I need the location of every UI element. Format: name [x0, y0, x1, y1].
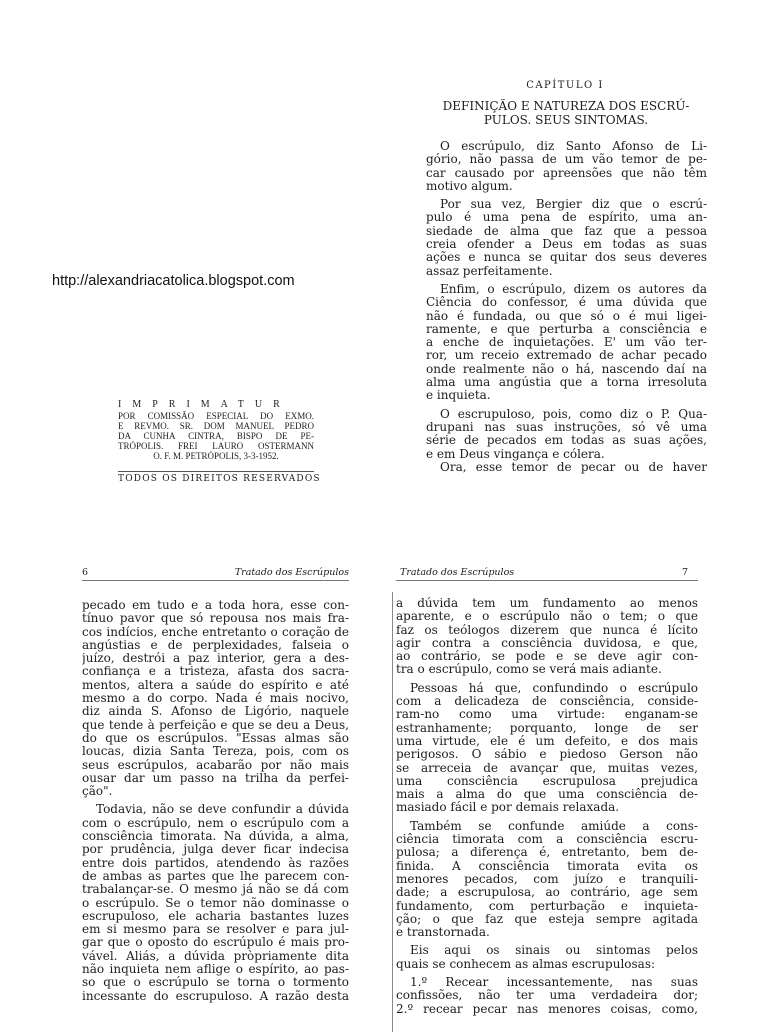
text-line: loucas, dizia Santa Tereza, pois, com os: [82, 745, 349, 759]
text-line: e em Deus vingança e cólera.: [426, 447, 605, 461]
text-line: Ciência do confessor, é uma dúvida que: [426, 296, 707, 310]
text-line: mesmo a do corpo. Nada é mais nocivo,: [82, 692, 349, 706]
text-line: Por sua vez, Bergier diz que o escrú-: [440, 198, 707, 212]
text-line: onde realmente não o há, nascendo daí na: [426, 362, 707, 376]
text-line: perigosos. O sábio e piedoso Gerson não: [396, 748, 698, 762]
text-line: se arreceia de avançar que, muitas vezes,: [396, 761, 698, 775]
imprimatur-block: [118, 400, 314, 461]
text-line: motivo algum.: [426, 179, 513, 193]
text-line: pecado em tudo e a toda hora, esse con-: [82, 599, 349, 612]
text-line: ramente, e que perturba a consciência e: [426, 322, 707, 336]
text-line: uma virtude, ele é um defeito, e dos mais: [396, 734, 698, 748]
text-line: pulosa; a diferença é, entretanto, bem de-: [396, 846, 698, 860]
chapter-label: CAPÍTULO I: [526, 80, 604, 91]
running-title: Tratado dos Escrúpulos: [234, 567, 349, 578]
text-line: ror, um receio extremado de achar pecado: [426, 349, 707, 363]
text-line: angústias e de perplexidades, falseia o: [82, 638, 349, 652]
text-line: vável. Aliás, a dúvida pròpriamente dita: [82, 949, 349, 963]
text-line: fundamento, com perturbação e inquieta-: [396, 899, 698, 913]
rights-notice: TODOS OS DIREITOS RESERVADOS: [118, 471, 314, 484]
text-line: ram-no como uma virtude: enganam-se: [396, 708, 698, 722]
text-line: O escrúpulo, diz Santo Afonso de Li-: [440, 140, 707, 153]
text-line: diz ainda S. Afonso de Ligório, naquele: [82, 705, 349, 719]
text-line: Também se confunde amiúde a cons-: [410, 819, 698, 833]
text-line: dade; a escrupulosa, ao contrário, age sem: [396, 886, 698, 900]
imprimatur-line: E REVMO. SR. DOM MANUEL PEDRO: [118, 421, 314, 431]
right-page-body-text: [396, 597, 698, 1016]
text-line: mentos, altera a saúde do espírito e até: [82, 678, 349, 692]
text-line: a enche de inquietações. E' um vão ter-: [426, 336, 707, 350]
text-line: car causado por apreensões que não têm: [426, 166, 707, 180]
text-line: finida. A consciência timorata evita os: [396, 859, 698, 873]
text-line: 1.º Recear incessantemente, nas suas: [410, 976, 698, 990]
text-line: Enfim, o escrúpulo, dizem os autores da: [440, 282, 707, 296]
text-line: quais se conhecem as almas escrupulosas:: [396, 957, 656, 971]
text-line: O escrupuloso, pois, como diz o P. Qua-: [440, 407, 707, 421]
text-line: so que o escrúpulo se torna o tormento: [82, 976, 349, 990]
text-line: do que os escrúpulos. "Essas almas são: [82, 731, 349, 745]
text-line: ao contrário, se pode e se deve agir con-: [396, 650, 698, 664]
text-line: menores pecados, com juízo e tranquili-: [396, 872, 698, 886]
text-line: série de pecados em todas as suas ações,: [426, 434, 707, 448]
chapter-title-line: DEFINIÇÃO E NATUREZA DOS ESCRÚ-: [442, 99, 690, 113]
text-line: incessante do escrupuloso. A razão desta: [82, 989, 349, 1003]
text-line: gório, não passa de um vão temor de pe-: [426, 153, 707, 167]
text-line: com a delicadeza de consciência, conside-: [396, 695, 698, 709]
text-line: drupani nas suas instruções, só vê uma: [426, 420, 707, 434]
text-line: uma consciência escrupulosa prejudica: [396, 774, 698, 788]
text-line: ção; o que faz que esteja sempre agitada: [396, 912, 698, 926]
text-line: ção".: [82, 785, 113, 799]
text-line: não inquieta nem aflige o espírito, ao pas-: [82, 963, 349, 977]
text-line: Ora, esse temor de pecar ou de haver: [440, 460, 707, 474]
text-line: consciência timorata. Na dúvida, a alma,: [82, 830, 349, 844]
blog-url[interactable]: http://alexandriacatolica.blogspot.com: [52, 273, 295, 289]
text-line: por prudência, julga dever ficar indecisa: [82, 843, 349, 857]
text-line: masiado fácil e por demais relaxada.: [396, 801, 620, 815]
text-line: juízo, destrói a paz interior, gera a des-: [82, 652, 349, 666]
text-line: ações e nunca se quitar dos seus deveres: [426, 251, 707, 265]
imprimatur-line: TRÓPOLIS. FREI LAURO OSTERMANN: [118, 441, 314, 451]
text-line: não é fundada, ou que só o é mui ligei-: [426, 309, 707, 323]
text-line: escrupuloso, ele acharia bastantes luzes: [82, 909, 349, 923]
text-line: alma uma angústia que a torna irresoluta: [426, 376, 707, 390]
imprimatur-heading: IMPRIMATUR: [118, 399, 291, 410]
text-line: que tende à perfeição e que se deu a Deus,: [82, 718, 349, 732]
text-line: 2.º recear pecar nas menores coisas, como,: [396, 1002, 698, 1016]
chapter-body-text: [426, 140, 707, 474]
text-line: e transtornada.: [396, 926, 490, 940]
text-line: faz os teólogos dizerem que nunca é lícito: [396, 623, 698, 637]
text-line: agir contra a consciência duvidosa, e que,: [396, 636, 698, 650]
running-head-left: [82, 567, 349, 581]
text-line: trabalançar-se. O mesmo já não se dá com: [82, 883, 349, 897]
text-line: creia ofender a Deus em todas as suas: [426, 238, 707, 252]
text-line: em si mesmo para se resolver e para jul-: [82, 923, 349, 937]
text-line: confiança e a tristeza, afasta dos sacra-: [82, 665, 349, 679]
text-line: Pessoas há que, confundindo o escrúpulo: [410, 681, 698, 695]
imprimatur-line: POR COMISSÃO ESPECIAL DO EXMO.: [118, 411, 314, 421]
text-line: de ambas as partes que lhe parecem con-: [82, 869, 349, 883]
left-page-body-text: [82, 599, 349, 1003]
chapter-title: [425, 99, 707, 127]
imprimatur-line: O. F. M. PETRÓPOLIS, 3-3-1952.: [153, 451, 279, 461]
text-line: cos indícios, enche entretanto o coração de: [82, 625, 349, 639]
text-line: assaz perfeitamente.: [426, 264, 553, 278]
running-head-right: [396, 567, 698, 581]
text-line: entre dois partidos, atendendo às razões: [82, 856, 349, 870]
text-line: e inquieta.: [426, 389, 491, 403]
text-line: seus escrúpulos, acabarão por não mais: [82, 758, 349, 772]
text-line: confissões, não ter uma verdadeira dor;: [396, 989, 698, 1003]
text-line: com o escrúpulo, nem o escrúpulo com a: [82, 816, 349, 830]
text-line: Eis aqui os sinais ou sintomas pelos: [410, 944, 698, 958]
imprimatur-line: DA CUNHA CINTRA, BISPO DE PE-: [118, 431, 314, 441]
page-number: 6: [82, 567, 89, 578]
text-line: a dúvida tem um fundamento ao menos: [396, 597, 698, 610]
text-line: ciência timorata com a consciência escru-: [396, 833, 698, 847]
running-title: Tratado dos Escrúpulos: [400, 567, 515, 578]
text-line: mais a alma do que uma consciência de-: [396, 788, 698, 802]
text-line: o escrúpulo. Se o temor não dominasse o: [82, 896, 349, 910]
chapter-title-line: PULOS. SEUS SINTOMAS.: [483, 113, 649, 127]
text-line: Todavia, não se deve confundir a dúvida: [96, 803, 349, 817]
text-line: tra o escrúpulo, como se verá mais adiante.: [396, 663, 662, 677]
text-line: aparente, e o escrúpulo não o tem; o que: [396, 610, 698, 624]
text-line: ousar dar um passo na trilha da perfei-: [82, 771, 349, 785]
text-line: siedade de alma que faz que a pessoa: [426, 224, 707, 238]
page-number: 7: [681, 567, 688, 578]
text-line: estranhamente; porquanto, longe de ser: [396, 721, 698, 735]
text-line: tínuo pavor que só repousa nos mais fra-: [82, 612, 349, 626]
text-line: pulo é uma pena de espírito, uma an-: [426, 211, 707, 225]
text-line: gar que o oposto do escrúpulo é mais pro-: [82, 936, 349, 950]
